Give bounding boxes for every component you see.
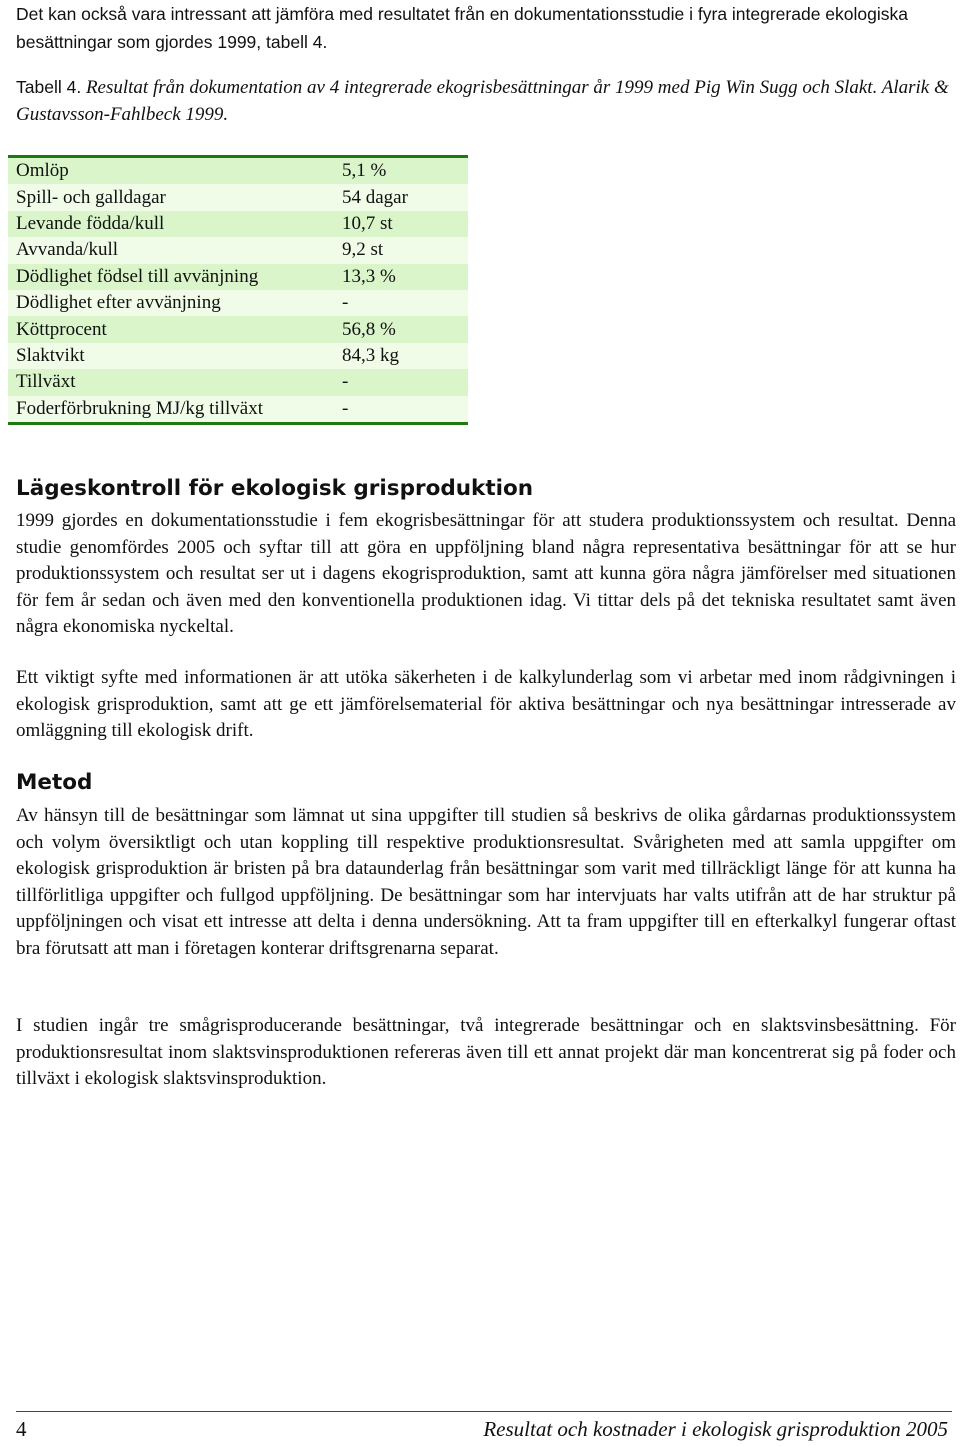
- table-row-value: -: [342, 371, 349, 393]
- table-row-label: Avvanda/kull: [16, 239, 119, 261]
- table-row-value: 5,1 %: [342, 160, 387, 182]
- table-caption-text: Resultat från dokumentation av 4 integrerade ekogrisbesättningar år 1999 med Pig Win Sugg och Slakt. Alarik & Gustavsson-Fahlbeck 1999.: [16, 77, 949, 125]
- footer-page-number: 4: [16, 1417, 27, 1441]
- table-row: [8, 158, 468, 184]
- metod-paragraph-2: I studien ingår tre smågrisproducerande besättningar, två integrerade besättningar och en slaktsvinsbesättning. För produktionsresultat inom slaktsvinsproduktionen refereras även till ett annat projekt där man koncentrerat sig på foder och tillväxt i ekologisk slaktsvinsproduktion.: [16, 1015, 956, 1090]
- table-row-label: Foderförbrukning MJ/kg tillväxt: [16, 397, 263, 419]
- table-row-label: Tillväxt: [16, 371, 76, 393]
- table-row-label: Omlöp: [16, 160, 69, 182]
- table-caption-label: Tabell 4.: [16, 77, 82, 97]
- table-row-value: -: [342, 397, 349, 419]
- lageskontroll-paragraph-2: Ett viktigt syfte med informationen är att utöka säkerheten i de kalkylunderlag som vi arbetar med inom rådgivningen i ekologisk grisproduktion, samt att ge ett jämförelsematerial för aktiva besättningar och nya besättningar intresserade av omläggning till ekologisk drift.: [16, 667, 956, 742]
- footer-document-title: Resultat och kostnader i ekologisk grisproduktion 2005: [483, 1417, 948, 1441]
- table-row-label: Slaktvikt: [16, 344, 85, 366]
- table-row-value: 54 dagar: [342, 186, 408, 208]
- table-row: [8, 290, 468, 316]
- table-row: [8, 264, 468, 290]
- table-row-value: 13,3 %: [342, 265, 396, 287]
- table-row: [8, 237, 468, 263]
- intro-paragraph: Det kan också vara intressant att jämföra med resultatet från en dokumentationsstudie i fyra integrerade ekologiska besättningar som gjordes 1999, tabell 4.: [16, 4, 908, 52]
- table-row: [8, 343, 468, 369]
- table-row-value: 10,7 st: [342, 212, 393, 234]
- section-heading-lageskontroll: Lägeskontroll för ekologisk grisproduktion: [16, 476, 534, 501]
- lageskontroll-paragraph-1: 1999 gjordes en dokumentationsstudie i fem ekogrisbesättningar för att studera produktionssystem och resultat. Denna studie genomfördes 2005 och syftar till att göra en uppföljning bland några representativa besättningar för att se hur produktionssystem och resultat ser ut i dagens ekogrisproduktion, samt att kunna göra några jämförelser med situationen för fem år sedan och även med den konventionella produktionen idag. Vi tittar dels på det tekniska resultatet samt även några ekonomiska nyckeltal.: [16, 510, 956, 638]
- table-row-value: -: [342, 292, 349, 314]
- table-caption: [16, 74, 956, 128]
- table-row-value: 9,2 st: [342, 239, 384, 261]
- section-heading-metod: Metod: [16, 770, 93, 795]
- table-row: [8, 184, 468, 210]
- footer-rule: [16, 1411, 952, 1412]
- table-row: [8, 369, 468, 395]
- table-row-label: Levande födda/kull: [16, 212, 165, 234]
- table-row: [8, 316, 468, 342]
- table-row-value: 56,8 %: [342, 318, 396, 340]
- table-row-value: 84,3 kg: [342, 344, 399, 366]
- table-row-label: Dödlighet födsel till avvänjning: [16, 265, 259, 287]
- table-row-label: Spill- och galldagar: [16, 186, 166, 208]
- metod-paragraph-1: Av hänsyn till de besättningar som lämnat ut sina uppgifter till studien så beskrivs de olika gårdarnas produktionssystem och volym översiktligt och utan koppling till respektive produktionsresultat. Svårigheten med att samla uppgifter om ekologisk grisproduktion är bristen på bra dataunderlag från besättningar som varit med tillräckligt länge för att kunna ha tillförlitliga uppgifter och fullgod uppföljning. De besättningar som har intervjuats har valts utifrån att de har struktur på uppföljningen och visat ett intresse att delta i denna undersökning. Att ta fram uppgifter till en efterkalkyl fungerar oftast bra förutsatt att man i företagen konterar driftsgrenarna separat.: [16, 805, 956, 959]
- table-row: [8, 396, 468, 422]
- table-row-label: Köttprocent: [16, 318, 107, 340]
- table-row: [8, 211, 468, 237]
- results-table: [8, 155, 468, 425]
- table-row-label: Dödlighet efter avvänjning: [16, 292, 221, 314]
